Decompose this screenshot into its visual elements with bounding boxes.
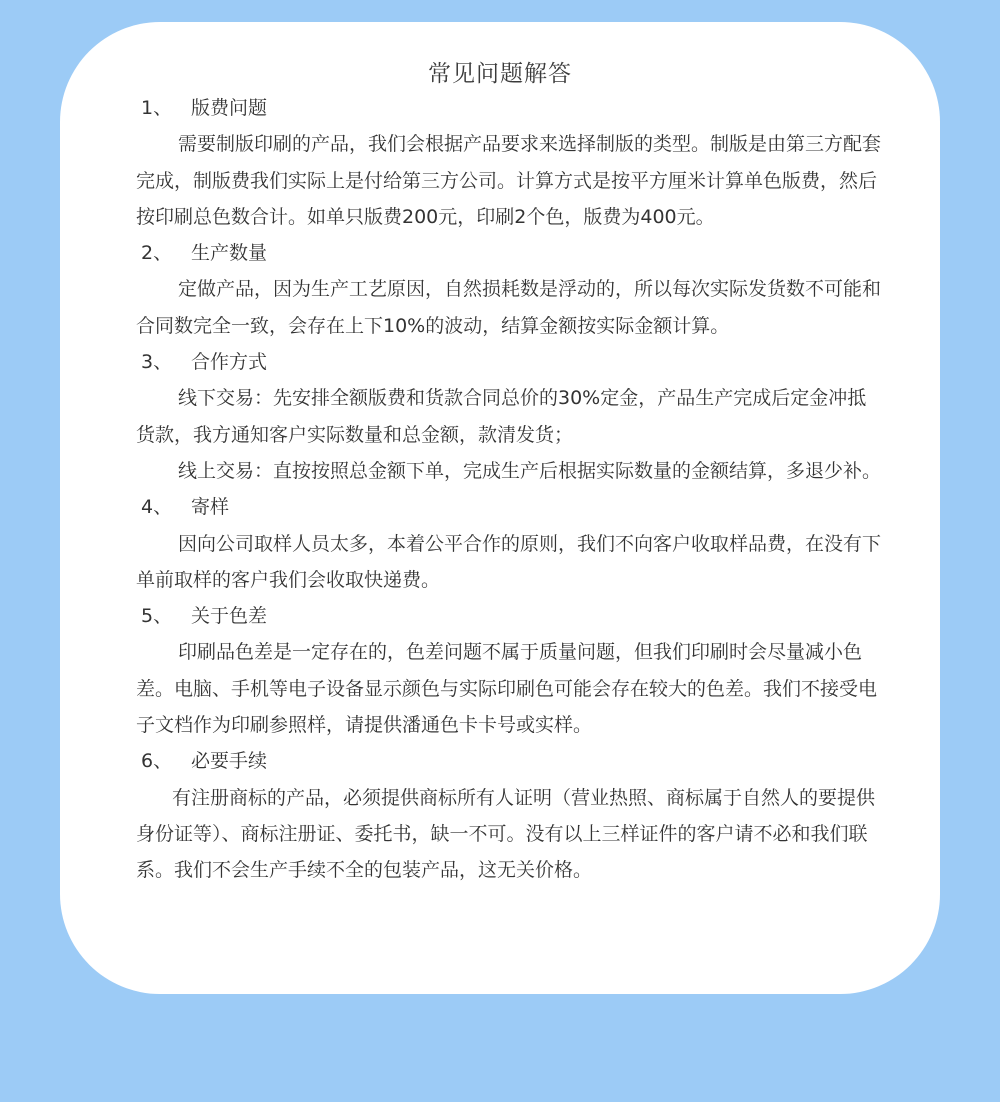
section-title: 寄样 <box>191 496 230 519</box>
section-heading <box>136 598 884 634</box>
faq-section-procedures <box>136 743 884 888</box>
section-title: 合作方式 <box>191 351 268 374</box>
faq-list <box>136 90 884 889</box>
faq-section-samples <box>136 489 884 598</box>
section-heading <box>136 489 884 525</box>
section-paragraph: 需要制版印刷的产品，我们会根据产品要求来选择制版的类型。制版是由第三方配套完成，制版费我们实际上是付给第三方公司。计算方式是按平方厘米计算单色版费，然后按印刷总色数合计。如单只版费200元，印刷2个色，版费为400元。 <box>136 133 882 228</box>
section-title: 版费问题 <box>191 97 268 119</box>
section-title: 生产数量 <box>191 242 268 265</box>
section-number: 1、 <box>141 97 173 119</box>
faq-section-cooperation <box>136 344 884 489</box>
page-title: 常见问题解答 <box>428 61 572 87</box>
faq-section-quantity <box>136 235 884 344</box>
section-heading <box>136 90 884 126</box>
section-title: 关于色差 <box>191 605 268 628</box>
section-paragraph: 有注册商标的产品，必须提供商标所有人证明（营业热照、商标属于自然人的要提供身份证等）、商标注册证、委托书，缺一不可。没有以上三样证件的客户请不必和我们联系。我们不会生产手续不全的包装产品，这无关价格。 <box>136 786 876 882</box>
section-heading <box>136 235 884 271</box>
section-number: 5、 <box>141 605 173 628</box>
section-paragraph: 线上交易：直按按照总金额下单，完成生产后根据实际数量的金额结算，多退少补。 <box>178 459 882 482</box>
faq-section-color-difference <box>136 598 884 743</box>
section-number: 4、 <box>141 496 173 519</box>
section-paragraph: 线下交易：先安排全额版费和货款合同总价的30%定金，产品生产完成后定金冲抵货款，我方通知客户实际数量和总金额，款清发货； <box>136 387 867 446</box>
section-paragraph: 印刷品色差是一定存在的，色差问题不属于质量问题，但我们印刷时会尽量减小色差。电脑、手机等电子设备显示颜色与实际印刷色可能会存在较大的色差。我们不接受电子文档作为印刷参照样，请提供潘通色卡卡号或实样。 <box>136 641 878 737</box>
section-paragraph: 定做产品，因为生产工艺原因，自然损耗数是浮动的，所以每次实际发货数不可能和合同数完全一致，会存在上下10%的波动，结算金额按实际金额计算。 <box>136 278 882 337</box>
section-heading <box>136 344 884 380</box>
section-number: 3、 <box>141 351 173 374</box>
section-heading <box>136 743 884 779</box>
section-number: 6、 <box>141 750 173 773</box>
section-paragraph: 因向公司取样人员太多，本着公平合作的原则，我们不向客户收取样品费，在没有下单前取样的客户我们会收取快递费。 <box>136 532 882 591</box>
section-number: 2、 <box>141 242 173 265</box>
faq-section-fees <box>136 90 884 235</box>
faq-card <box>60 22 940 994</box>
section-title: 必要手续 <box>191 750 268 773</box>
